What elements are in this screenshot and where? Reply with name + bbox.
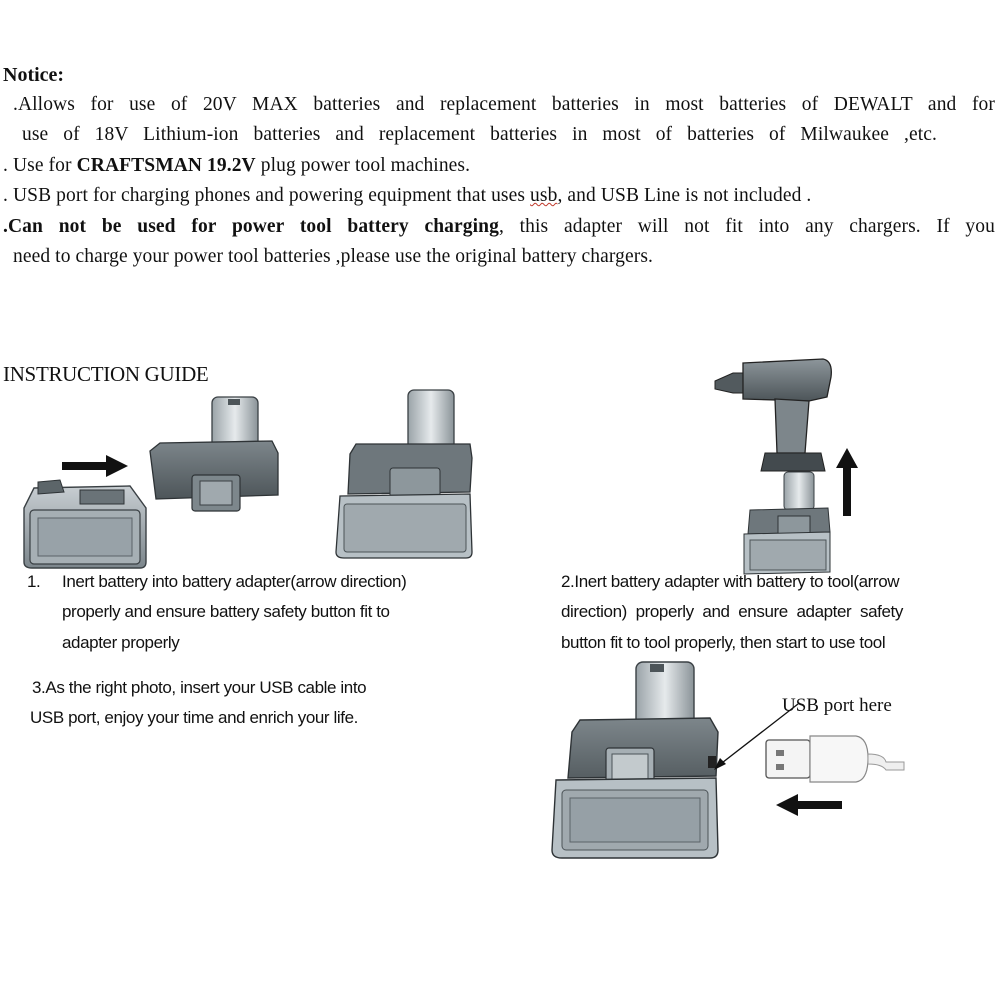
step3-line-1: 3.As the right photo, insert your USB cable into — [32, 678, 367, 697]
step1-line-2: properly and ensure battery safety button fit to — [62, 602, 390, 621]
step1-line-1: Inert battery into battery adapter(arrow direction) — [62, 572, 407, 591]
step1-number: 1. — [27, 572, 41, 591]
step2-up-arrow-icon — [836, 448, 858, 516]
step2-drill-illustration — [713, 357, 835, 473]
step2-assembly-illustration — [740, 470, 834, 576]
notice-line-4: . USB port for charging phones and powering equipment that uses usb, and USB Line is not included . — [3, 185, 812, 206]
guide-title: INSTRUCTION GUIDE — [3, 362, 209, 386]
notice-line-6: need to charge your power tool batteries ,please use the original battery chargers. — [13, 246, 654, 267]
step1-battery-illustration — [20, 478, 152, 570]
step2-line-1: 2.Inert battery adapter with battery to tool(arrow — [561, 572, 900, 591]
notice-line-5: .Can not be used for power tool battery charging, this adapter will not fit into any chargers. If you — [3, 216, 995, 237]
step1-adapter-illustration — [146, 395, 282, 517]
step2-line-2: direction) properly and ensure adapter safety — [561, 602, 903, 621]
usb-port-label: USB port here — [782, 695, 892, 716]
step2-line-3: button fit to tool properly, then start to use tool — [561, 633, 886, 652]
usb-cable-icon — [764, 728, 908, 792]
usb-insert-arrow-icon — [776, 794, 842, 816]
step1-arrow-icon — [62, 455, 128, 477]
step1-assembled-illustration — [332, 388, 474, 560]
notice-line-1: .Allows for use of 20V MAX batteries and replacement batteries in most batteries of DEWALT and for — [13, 94, 995, 115]
notice-line-3: . Use for CRAFTSMAN 19.2V plug power tool machines. — [3, 155, 471, 176]
step3-assembly-illustration — [550, 660, 730, 860]
step1-line-3: adapter properly — [62, 633, 180, 652]
notice-line-2: use of 18V Lithium-ion batteries and replacement batteries in most of batteries of Milwaukee ,etc. — [22, 124, 937, 145]
step3-line-2: USB port, enjoy your time and enrich your life. — [30, 708, 358, 727]
notice-title: Notice: — [3, 64, 65, 86]
